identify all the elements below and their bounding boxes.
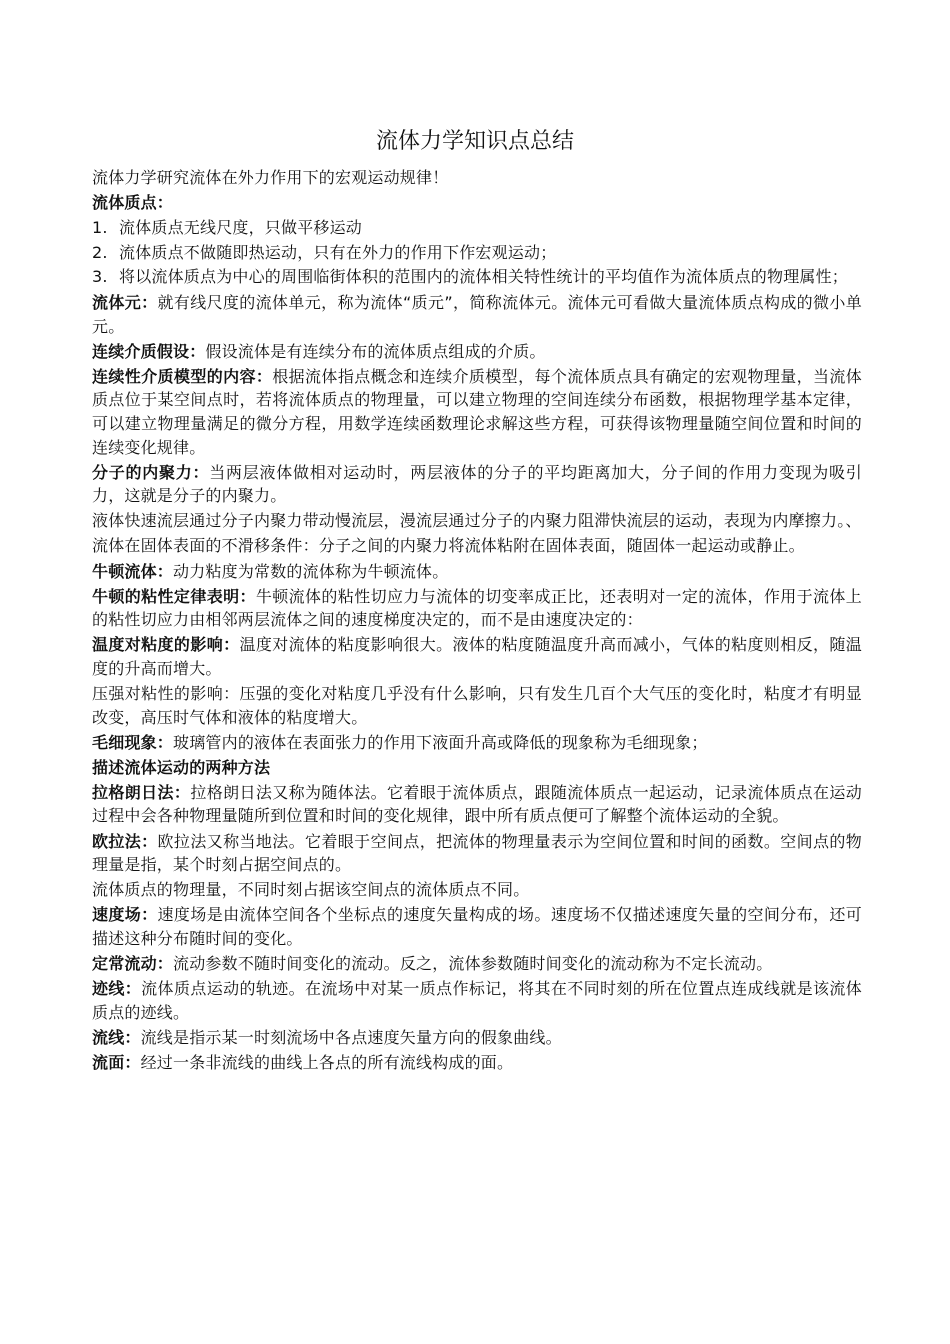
plain-paragraph — [92, 682, 862, 729]
definition-text: 动力粘度为常数的流体称为牛顿流体。 — [173, 561, 449, 581]
list-number: 1. — [92, 218, 108, 238]
definition-text: 流体质点运动的轨迹。在流场中对某一质点作标记，将其在不同时刻的所在位置点连成线就是该流体质点的迹线。 — [92, 979, 862, 1022]
definition-text: 就有线尺度的流体单元，称为流体“质元”，简称流体元。流体元可看做大量流体质点构成的微小单元。 — [92, 292, 862, 336]
definition-term: 毛细现象： — [92, 732, 174, 752]
definition-paragraph — [92, 365, 862, 459]
definition-paragraph — [92, 731, 862, 755]
document-body — [92, 166, 862, 1076]
definition-paragraph — [92, 585, 862, 632]
definition-text: 根据流体指点概念和连续介质模型，每个流体质点具有确定的宏观物理量，当流体质点位于某空间点时，若将流体质点的物理量，可以建立物理的空间连续分布函数，根据物理学基本定律，可以建立物理量满足的微分方程，用数学连续函数理论求解这些方程，可获得该物理量随空间位置和时间的连续变化规律。 — [92, 366, 863, 457]
intro-paragraph: 流体力学研究流体在外力作用下的宏观运动规律！ — [92, 168, 449, 187]
definition-paragraph — [92, 952, 862, 976]
definition-text: 拉格朗日法又称为随体法。它着眼于流体质点，跟随流体质点一起运动，记录流体质点在运动过程中会各种物理量随所到位置和时间的变化规律，跟中所有质点便可了解整个流体运动的全貌。 — [92, 782, 863, 826]
definition-text: 当两层液体做相对运动时，两层液体的分子的平均距离加大，分子间的作用力变现为吸引力，这就是分子的内聚力。 — [92, 462, 862, 506]
list-text: 将以流体质点为中心的周围临街体积的范围内的流体相关特性统计的平均值作为流体质点的物理属性； — [119, 267, 849, 287]
definition-paragraph — [92, 340, 862, 364]
definition-term: 连续性介质模型的内容： — [92, 366, 273, 386]
plain-paragraph — [92, 878, 862, 902]
definition-term: 连续介质假设： — [92, 341, 206, 361]
list-text: 流体质点不做随即热运动，只有在外力的作用下作宏观运动； — [119, 242, 557, 262]
definition-text: 欧拉法又称当地法。它着眼于空间点，把流体的物理量表示为空间位置和时间的函数。空间点的物理量是指，某个时刻占据空间点的。 — [92, 831, 862, 875]
definition-paragraph — [92, 977, 862, 1024]
definition-text: 速度场是由流体空间各个坐标点的速度矢量构成的场。速度场不仅描述速度矢量的空间分布，还可描述这种分布随时间的变化。 — [92, 905, 862, 948]
list-item — [92, 216, 862, 240]
document-title: 流体力学知识点总结 — [375, 129, 574, 154]
list-item — [92, 265, 862, 289]
section-heading — [92, 756, 862, 780]
definition-text: 流体在固体表面的不滑移条件：分子之间的内聚力将流体粘附在固体表面，随固体一起运动或静止。 — [92, 536, 805, 556]
definition-term: 牛顿流体： — [92, 561, 174, 581]
definition-paragraph — [92, 461, 862, 508]
plain-paragraph — [92, 534, 862, 558]
definition-paragraph — [92, 830, 862, 877]
definition-paragraph — [92, 781, 862, 828]
definition-term: 迹线： — [92, 979, 142, 999]
list-text: 流体质点无线尺度，只做平移运动 — [119, 218, 363, 238]
definition-paragraph — [92, 560, 862, 584]
definition-term: 流面： — [92, 1052, 141, 1072]
section-heading-text: 描述流体运动的两种方法 — [92, 757, 271, 777]
definition-term: 拉格朗日法： — [92, 782, 191, 802]
particle-properties-list — [92, 216, 862, 289]
definition-text: 流线是指示某一时刻流场中各点速度矢量方向的假象曲线。 — [140, 1027, 562, 1047]
definition-term: 流体元： — [92, 292, 158, 312]
definition-text: 压强对粘性的影响：压强的变化对粘度几乎没有什么影响，只有发生几百个大气压的变化时，粘度才有明显改变，高压时气体和液体的粘度增大。 — [92, 683, 862, 727]
definition-paragraph — [92, 1026, 862, 1050]
particle-heading — [92, 191, 862, 215]
definition-paragraph — [92, 903, 862, 950]
definition-text: 经过一条非流线的曲线上各点的所有流线构成的面。 — [140, 1052, 514, 1072]
definition-text: 液体快速流层通过分子内聚力带动慢流层，漫流层通过分子的内聚力阻滞快流层的运动，表现为内摩擦力。、 — [92, 511, 862, 531]
definition-term: 流线： — [92, 1027, 141, 1047]
definition-text: 假设流体是有连续分布的流体质点组成的介质。 — [205, 341, 546, 361]
definition-text: 流动参数不随时间变化的流动。反之，流体参数随时间变化的流动称为不定长流动。 — [173, 954, 773, 973]
plain-paragraph — [92, 509, 862, 533]
definition-paragraph — [92, 633, 862, 680]
definition-term: 分子的内聚力： — [92, 462, 210, 482]
definition-text: 玻璃管内的液体在表面张力的作用下液面升高或降低的现象称为毛细现象； — [173, 732, 708, 752]
list-item — [92, 241, 862, 265]
definition-term: 牛顿的粘性定律表明： — [92, 586, 256, 606]
particle-heading-text: 流体质点： — [92, 193, 174, 213]
definition-text: 牛顿流体的粘性切应力与流体的切变率成正比，还表明对一定的流体，作用于流体上的粘性切应力由相邻两层流体之间的速度梯度决定的，而不是由速度决定的： — [92, 586, 862, 630]
list-number: 2. — [92, 242, 108, 262]
definition-text: 温度对流体的粘度影响很大。液体的粘度随温度升高而减小，气体的粘度则相反，随温度的升高而增大。 — [92, 635, 862, 678]
definition-term: 速度场： — [92, 905, 158, 925]
definition-paragraph — [92, 1051, 862, 1075]
definition-term: 欧拉法： — [92, 831, 158, 851]
definition-text: 流体质点的物理量，不同时刻占据该空间点的流体质点不同。 — [92, 880, 530, 900]
definition-term: 温度对粘度的影响： — [92, 635, 240, 655]
definition-paragraph — [92, 291, 862, 338]
list-number: 3. — [92, 267, 108, 287]
definition-term: 定常流动： — [92, 954, 174, 973]
